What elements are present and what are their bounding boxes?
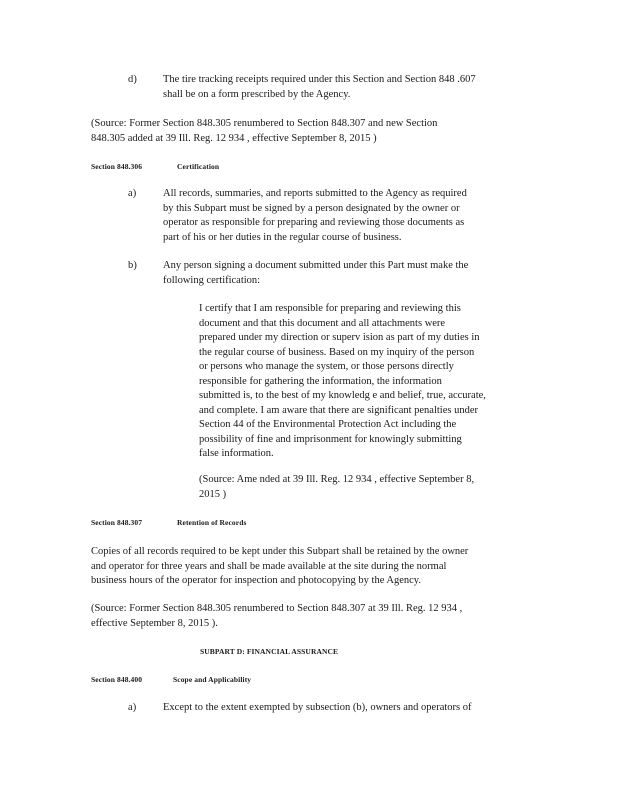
- text-line: I certify that I am responsible for preparing and reviewing this: [199, 303, 461, 314]
- section-307-number: Section 848.307: [91, 518, 143, 527]
- text-line: the regular course of business. Based on my inquiry of the person: [199, 346, 475, 358]
- text-line: (Source: Former Section 848.305 renumbered to Section 848.307 and new Section: [91, 118, 438, 129]
- text-line: and operator for three years and shall be made available at the site during the normal: [91, 560, 447, 572]
- subpart-heading: SUBPART D: FINANCIAL ASSURANCE: [200, 647, 339, 656]
- text-line: The tire tracking receipts required under this Section and Section 848 .607: [163, 74, 476, 85]
- section-306-number: Section 848.306: [91, 162, 143, 171]
- source-note-2: [199, 473, 474, 502]
- text-line: Copies of all records required to be kept under this Subpart shall be retained by the owner: [91, 546, 469, 557]
- section-400-title: Scope and Applicability: [173, 675, 252, 684]
- text-line: operator as responsible for preparing and reviewing those documents as: [163, 217, 465, 228]
- text-line: effective September 8, 2015 ).: [91, 617, 218, 629]
- item-306a-text: [163, 187, 467, 245]
- source-note-3: [91, 602, 462, 631]
- text-line: 848.305 added at 39 Ill. Reg. 12 934 , effective September 8, 2015 ): [91, 132, 377, 144]
- text-line: responsible for gathering the information, the information: [199, 375, 442, 387]
- text-line: prepared under my direction or superv ision as part of my duties in: [199, 332, 480, 343]
- text-line: and complete. I am aware that there are significant penalties under: [199, 404, 478, 416]
- item-d-text: [163, 73, 476, 102]
- text-line: possibility of fine and imprisonment for knowingly submitting: [199, 433, 462, 445]
- text-line: (Source: Ame nded at 39 Ill. Reg. 12 934 , effective September 8,: [199, 474, 475, 485]
- item-400a-text: [163, 701, 472, 716]
- text-line: 2015 ): [199, 488, 227, 500]
- text-line: Except to the extent exempted by subsection (b), owners and operators of: [163, 702, 472, 713]
- section-400-number: Section 848.400: [91, 675, 143, 684]
- text-line: shall be on a form prescribed by the Agency.: [163, 88, 351, 100]
- text-line: false information.: [199, 448, 274, 459]
- item-306b-label: b): [128, 260, 137, 271]
- text-line: or persons who manage the system, or those persons directly: [199, 361, 454, 372]
- text-line: All records, summaries, and reports submitted to the Agency as required: [163, 188, 467, 199]
- text-line: Section 44 of the Environmental Protection Act including the: [199, 419, 457, 430]
- certification-statement: [199, 302, 486, 462]
- item-400a-label: a): [128, 702, 137, 713]
- text-line: business hours of the operator for inspection and photocopying by the Agency.: [91, 575, 422, 586]
- section-306-title: Certification: [177, 162, 220, 171]
- text-line: (Source: Former Section 848.305 renumbered to Section 848.307 at 39 Ill. Reg. 12 934 ,: [91, 603, 463, 614]
- text-line: document and that this document and all attachments were: [199, 317, 446, 329]
- section-307-title: Retention of Records: [177, 518, 247, 527]
- text-line: by this Subpart must be signed by a person designated by the owner or: [163, 202, 460, 214]
- item-d-label: d): [128, 74, 137, 85]
- item-306a-label: a): [128, 188, 137, 199]
- source-note-1: [91, 117, 437, 146]
- text-line: following certification:: [163, 274, 261, 286]
- text-line: Any person signing a document submitted under this Part must make the: [163, 260, 469, 271]
- text-line: part of his or her duties in the regular course of business.: [163, 231, 402, 243]
- text-line: submitted is, to the best of my knowledg e and belief, true, accurate,: [199, 390, 486, 401]
- section-307-paragraph: [91, 545, 468, 589]
- item-306b-text: [163, 259, 468, 288]
